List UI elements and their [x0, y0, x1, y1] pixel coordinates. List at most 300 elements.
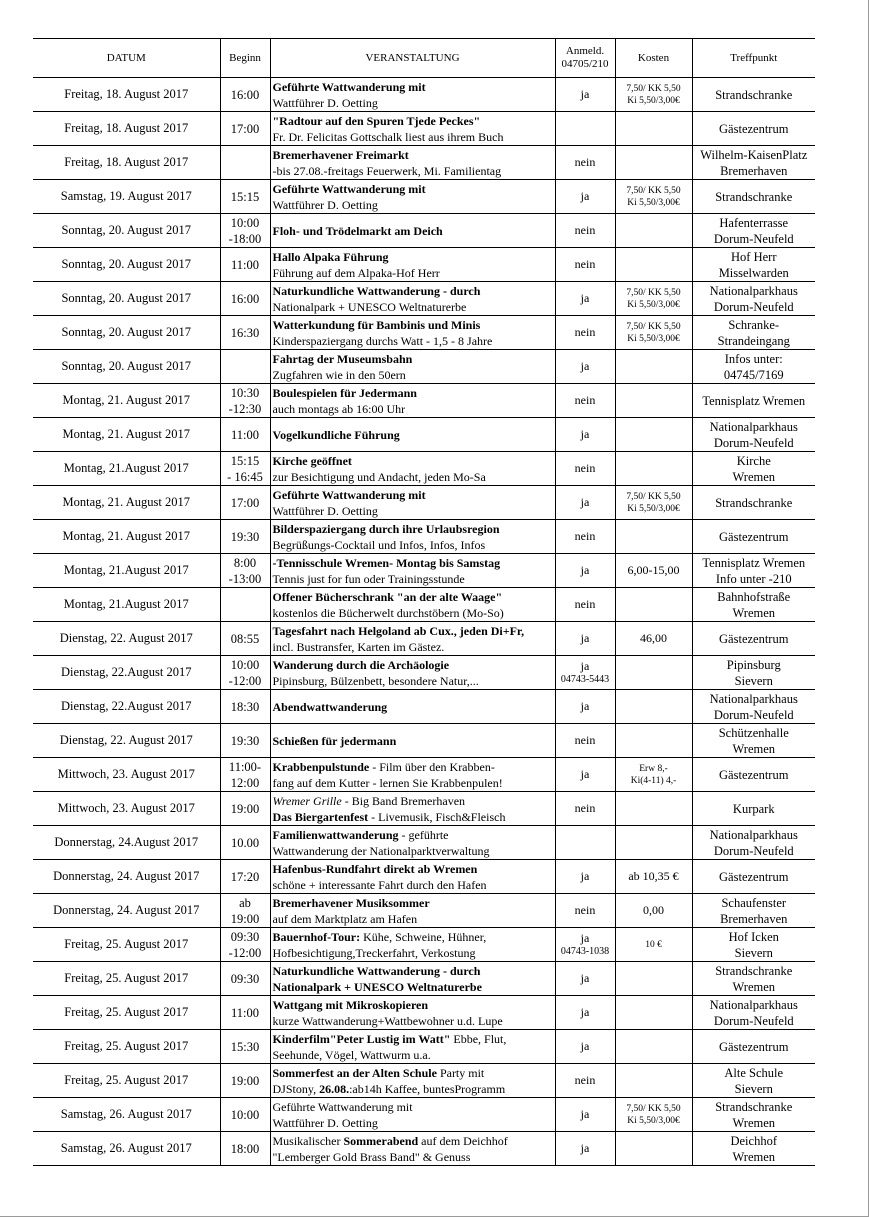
cell-veranstaltung [270, 962, 555, 996]
cell-treffpunkt [692, 180, 815, 214]
cell-treffpunkt [692, 928, 815, 962]
event-description-line [273, 333, 553, 349]
cell-anmeldung [555, 78, 615, 112]
event-title-line [273, 181, 553, 197]
cell-datum: Freitag, 18. August 2017 [33, 146, 220, 180]
cell-kosten [615, 962, 692, 996]
treffpunkt-line: Dorum-Neufeld [713, 707, 794, 722]
beginn-line: 12:00 [230, 775, 260, 790]
event-title: Watterkundung für Bambinis und Minis [272, 317, 481, 332]
cell-treffpunkt [692, 214, 815, 248]
cell-veranstaltung [270, 724, 555, 758]
cell-kosten [615, 826, 692, 860]
event-title: Geführte Wattwanderung mit [272, 487, 426, 502]
event-description-line [273, 265, 553, 281]
event-description-line [273, 809, 553, 825]
table-row [33, 316, 815, 350]
beginn-line: 10:00 [230, 1107, 260, 1122]
treffpunkt-line: Strandeingang [717, 333, 790, 348]
event-title-extra: Ebbe, Flut, [450, 1031, 507, 1046]
event-description: Wattführer D. Oetting [272, 1115, 378, 1130]
anmeldung-line: ja [580, 495, 590, 509]
event-title-line [273, 657, 553, 673]
treffpunkt-line: Kirche [736, 453, 771, 468]
beginn-line: -12:00 [228, 945, 262, 960]
cell-veranstaltung [270, 1030, 555, 1064]
cell-beginn [220, 1064, 270, 1098]
event-description: Tennis just for fun oder Trainingsstunde [272, 571, 465, 586]
header-kosten: Kosten [615, 39, 692, 78]
kosten-line: Ki 5,50/3,00€ [627, 503, 680, 514]
table-row [33, 962, 815, 996]
cell-treffpunkt [692, 622, 815, 656]
cell-datum: Samstag, 19. August 2017 [33, 180, 220, 214]
event-title-extra: Kühe, Schweine, Hühner, [360, 929, 487, 944]
treffpunkt-line: Nationalparkhaus [709, 419, 798, 434]
cell-veranstaltung [270, 588, 555, 622]
treffpunkt-line: Gästezentrum [719, 631, 789, 646]
treffpunkt-line: Sievern [734, 945, 773, 960]
cell-treffpunkt [692, 316, 815, 350]
anmeldung-line: ja [580, 631, 590, 645]
anmeldung-line: ja [580, 931, 590, 945]
cell-veranstaltung [270, 554, 555, 588]
header-datum: DATUM [33, 39, 220, 78]
event-description: Seehunde, Vögel, Wattwurm u.a. [272, 1047, 431, 1062]
event-description-line [273, 639, 553, 655]
cell-datum: Samstag, 26. August 2017 [33, 1098, 220, 1132]
cell-anmeldung [555, 112, 615, 146]
event-title-line [273, 427, 553, 443]
cell-veranstaltung [270, 418, 555, 452]
cell-veranstaltung [270, 1132, 555, 1166]
cell-datum: Dienstag, 22. August 2017 [33, 622, 220, 656]
cell-treffpunkt [692, 962, 815, 996]
cell-beginn [220, 588, 270, 622]
cell-anmeldung [555, 214, 615, 248]
cell-veranstaltung [270, 928, 555, 962]
treffpunkt-line: Wremen [732, 1115, 776, 1130]
cell-kosten [615, 146, 692, 180]
event-description: auch montags ab 16:00 Uhr [272, 401, 406, 416]
cell-kosten [615, 588, 692, 622]
events-table [33, 38, 815, 1166]
event-title: Naturkundliche Wattwanderung - durch [272, 283, 481, 298]
event-description: Wattführer D. Oetting [272, 503, 378, 518]
table-row [33, 248, 815, 282]
cell-treffpunkt [692, 384, 815, 418]
event-description-line [273, 129, 553, 145]
cell-veranstaltung [270, 520, 555, 554]
treffpunkt-line: Gästezentrum [719, 121, 789, 136]
event-title-extra: Party mit [436, 1065, 485, 1080]
cell-kosten [615, 486, 692, 520]
event-description-extra: :ab14h Kaffee, buntesProgramm [349, 1081, 506, 1096]
cell-datum: Freitag, 25. August 2017 [33, 1030, 220, 1064]
kosten-line: Ki 5,50/3,00€ [627, 197, 680, 208]
cell-datum: Mittwoch, 23. August 2017 [33, 792, 220, 826]
table-row [33, 826, 815, 860]
event-description: Führung auf dem Alpaka-Hof Herr [272, 265, 440, 280]
kosten-line: Ki 5,50/3,00€ [627, 1115, 680, 1126]
cell-treffpunkt [692, 1064, 815, 1098]
event-title-line [273, 963, 553, 979]
anmeldung-line: nein [574, 325, 596, 339]
beginn-line: 10:00 [230, 215, 260, 230]
cell-beginn [220, 316, 270, 350]
cell-veranstaltung [270, 690, 555, 724]
cell-veranstaltung [270, 452, 555, 486]
cell-kosten [615, 78, 692, 112]
event-title: Hallo Alpaka Führung [272, 249, 389, 264]
cell-anmeldung [555, 452, 615, 486]
table-row [33, 520, 815, 554]
table-row [33, 214, 815, 248]
event-description: DJStony, [272, 1081, 320, 1096]
beginn-line: 11:00 [230, 257, 259, 272]
cell-anmeldung [555, 928, 615, 962]
event-title: Hafenbus-Rundfahrt direkt ab Wremen [272, 861, 478, 876]
event-title-normal: Musikalischer [272, 1133, 344, 1148]
cell-kosten [615, 1098, 692, 1132]
event-description-line [273, 1081, 553, 1097]
event-title: Offener Bücherschrank "an der alte Waage" [272, 589, 503, 604]
event-title-extra: - Film über den Krabben- [369, 759, 495, 774]
event-title-line [273, 1133, 553, 1149]
kosten-line: 0,00 [643, 903, 664, 917]
beginn-line: -12:30 [228, 401, 262, 416]
treffpunkt-line: Strandschranke [715, 1099, 793, 1114]
cell-datum: Freitag, 25. August 2017 [33, 928, 220, 962]
cell-anmeldung [555, 588, 615, 622]
table-row [33, 384, 815, 418]
beginn-line: 17:00 [230, 495, 260, 510]
table-row [33, 622, 815, 656]
event-title: Bauernhof-Tour: [272, 929, 361, 944]
anmeldung-line: ja [580, 87, 590, 101]
header-treffpunkt: Treffpunkt [692, 39, 815, 78]
table-row [33, 1030, 815, 1064]
cell-datum: Freitag, 25. August 2017 [33, 996, 220, 1030]
cell-treffpunkt [692, 418, 815, 452]
cell-beginn [220, 792, 270, 826]
cell-veranstaltung [270, 384, 555, 418]
cell-beginn [220, 486, 270, 520]
treffpunkt-line: Bahnhofstraße [717, 589, 791, 604]
table-row [33, 78, 815, 112]
event-title-line [273, 283, 553, 299]
event-description: Hofbesichtigung,Treckerfahrt, Verkostung [272, 945, 476, 960]
cell-veranstaltung [270, 656, 555, 690]
cell-beginn [220, 418, 270, 452]
kosten-line: Ki 5,50/3,00€ [627, 333, 680, 344]
table-row [33, 758, 815, 792]
event-title-extra: - Big Band Bremerhaven [341, 793, 466, 808]
cell-beginn [220, 1098, 270, 1132]
cell-treffpunkt [692, 554, 815, 588]
cell-anmeldung [555, 656, 615, 690]
event-description: Pipinsburg, Bülzenbett, besondere Natur,... [272, 673, 479, 688]
table-row [33, 180, 815, 214]
event-title-line [273, 351, 553, 367]
event-title: Bremerhavener Musiksommer [272, 895, 430, 910]
cell-beginn [220, 758, 270, 792]
cell-datum: Montag, 21.August 2017 [33, 554, 220, 588]
kosten-line: 7,50/ KK 5,50 [626, 185, 681, 196]
beginn-line: 18:00 [230, 1141, 260, 1156]
anmeldung-line: ja [580, 563, 590, 577]
cell-beginn [220, 112, 270, 146]
cell-anmeldung [555, 1098, 615, 1132]
beginn-line: 17:00 [230, 121, 260, 136]
cell-kosten [615, 554, 692, 588]
cell-veranstaltung [270, 282, 555, 316]
event-title: Sommerabend [343, 1133, 419, 1148]
event-description: -bis 27.08.-freitags Feuerwerk, Mi. Familientag [272, 163, 502, 178]
table-row [33, 282, 815, 316]
event-description-line [273, 1013, 553, 1029]
event-title: Fahrtag der Museumsbahn [272, 351, 413, 366]
header-beginn: Beginn [220, 39, 270, 78]
kosten-line: 6,00-15,00 [627, 563, 680, 577]
anmeldung-line: 04743-5443 [560, 674, 610, 685]
event-description: Begrüßungs-Cocktail und Infos, Infos, Infos [272, 537, 486, 552]
event-title: Wattgang mit Mikroskopieren [272, 997, 429, 1012]
treffpunkt-line: Nationalparkhaus [709, 283, 798, 298]
cell-veranstaltung [270, 1098, 555, 1132]
cell-veranstaltung [270, 894, 555, 928]
cell-anmeldung [555, 180, 615, 214]
event-title-line [273, 895, 553, 911]
beginn-line: 10:30 [230, 385, 260, 400]
cell-anmeldung [555, 826, 615, 860]
event-description: Kinderspaziergang durchs Watt - 1,5 - 8 Jahre [272, 333, 493, 348]
treffpunkt-line: Dorum-Neufeld [713, 435, 794, 450]
cell-kosten [615, 758, 692, 792]
anmeldung-line: nein [574, 461, 596, 475]
event-description-line [273, 673, 553, 689]
table-row [33, 452, 815, 486]
cell-treffpunkt [692, 1132, 815, 1166]
beginn-line: 19:30 [230, 733, 260, 748]
cell-anmeldung [555, 486, 615, 520]
cell-treffpunkt [692, 520, 815, 554]
event-title: "Radtour auf den Spuren Tjede Peckes" [272, 113, 481, 128]
cell-beginn [220, 452, 270, 486]
event-title: Abendwattwanderung [272, 699, 388, 714]
cell-beginn [220, 622, 270, 656]
treffpunkt-line: Wremen [732, 469, 776, 484]
cell-anmeldung [555, 1064, 615, 1098]
kosten-line: 7,50/ KK 5,50 [626, 321, 681, 332]
cell-treffpunkt [692, 486, 815, 520]
cell-anmeldung [555, 860, 615, 894]
beginn-line: 11:00 [230, 427, 259, 442]
cell-kosten [615, 1030, 692, 1064]
event-title: Krabbenpulstunde [272, 759, 370, 774]
treffpunkt-line: Wremen [732, 979, 776, 994]
treffpunkt-line: Hafenterrasse [719, 215, 789, 230]
treffpunkt-line: Dorum-Neufeld [713, 299, 794, 314]
event-description-line [273, 877, 553, 893]
treffpunkt-line: Gästezentrum [719, 767, 789, 782]
treffpunkt-line: Nationalparkhaus [709, 997, 798, 1012]
beginn-line: 08:55 [230, 631, 260, 646]
beginn-line: 19:00 [230, 1073, 260, 1088]
cell-treffpunkt [692, 826, 815, 860]
cell-treffpunkt [692, 146, 815, 180]
cell-anmeldung [555, 690, 615, 724]
treffpunkt-line: Gästezentrum [719, 1039, 789, 1054]
table-row [33, 486, 815, 520]
anmeldung-line: nein [574, 597, 596, 611]
cell-anmeldung [555, 622, 615, 656]
beginn-line: 18:30 [230, 699, 260, 714]
anmeldung-line: ja [580, 699, 590, 713]
cell-kosten [615, 996, 692, 1030]
cell-kosten [615, 520, 692, 554]
cell-treffpunkt [692, 860, 815, 894]
cell-kosten [615, 690, 692, 724]
cell-treffpunkt [692, 1098, 815, 1132]
event-description-line [273, 571, 553, 587]
treffpunkt-line: Misselwarden [718, 265, 789, 280]
event-title: Schießen für jedermann [272, 733, 397, 748]
treffpunkt-line: Strandschranke [715, 963, 793, 978]
cell-veranstaltung [270, 78, 555, 112]
anmeldung-line: ja [580, 1039, 590, 1053]
anmeldung-line: nein [574, 733, 596, 747]
table-row [33, 1132, 815, 1166]
beginn-line: 09:30 [230, 971, 260, 986]
event-title-line [273, 623, 553, 639]
event-description-line [273, 401, 553, 417]
event-description-line [273, 775, 553, 791]
cell-beginn [220, 928, 270, 962]
cell-treffpunkt [692, 112, 815, 146]
anmeldung-line: 04743-1038 [560, 946, 610, 957]
event-title-italic: Wremer Grille [272, 793, 342, 808]
cell-datum: Freitag, 25. August 2017 [33, 962, 220, 996]
event-title-line [273, 997, 553, 1013]
treffpunkt-line: Gästezentrum [719, 869, 789, 884]
cell-anmeldung [555, 996, 615, 1030]
beginn-line: 19:30 [230, 529, 260, 544]
cell-kosten [615, 112, 692, 146]
event-title-line [273, 555, 553, 571]
kosten-line: Ki 5,50/3,00€ [627, 299, 680, 310]
cell-treffpunkt [692, 894, 815, 928]
cell-kosten [615, 384, 692, 418]
event-title: Geführte Wattwanderung mit [272, 79, 426, 94]
cell-datum: Montag, 21. August 2017 [33, 384, 220, 418]
cell-veranstaltung [270, 996, 555, 1030]
event-description: auf dem Marktplatz am Hafen [272, 911, 418, 926]
beginn-line: -13:00 [228, 571, 262, 586]
treffpunkt-line: Hof Herr [731, 249, 777, 264]
beginn-line: -12:00 [228, 673, 262, 688]
header-anmeldung-line-2: 04705/210 [561, 58, 609, 70]
event-title: Boulespielen für Jedermann [272, 385, 417, 400]
event-description-line [273, 95, 553, 111]
event-description-line [273, 1047, 553, 1063]
treffpunkt-line: Dorum-Neufeld [713, 1013, 794, 1028]
anmeldung-line: ja [580, 291, 590, 305]
cell-treffpunkt [692, 350, 815, 384]
table-row [33, 996, 815, 1030]
event-title: -Tennisschule Wremen- Montag bis Samstag [272, 555, 501, 570]
anmeldung-line: nein [574, 155, 596, 169]
beginn-line: ab [239, 895, 251, 910]
kosten-line: 7,50/ KK 5,50 [626, 491, 681, 502]
header-anmeldung [555, 39, 615, 78]
cell-veranstaltung [270, 214, 555, 248]
cell-datum: Montag, 21. August 2017 [33, 486, 220, 520]
cell-datum: Sonntag, 20. August 2017 [33, 316, 220, 350]
anmeldung-line: ja [580, 767, 590, 781]
cell-anmeldung [555, 316, 615, 350]
cell-datum: Dienstag, 22.August 2017 [33, 690, 220, 724]
anmeldung-line: ja [580, 659, 590, 673]
cell-treffpunkt [692, 282, 815, 316]
event-description: "Lemberger Gold Brass Band" & Genuss [272, 1149, 471, 1164]
beginn-line: 15:15 [230, 189, 260, 204]
event-title: Kinderfilm"Peter Lustig im Watt" [272, 1031, 451, 1046]
beginn-line: 16:00 [230, 291, 260, 306]
cell-beginn [220, 656, 270, 690]
header-veranstaltung: VERANSTALTUNG [270, 39, 555, 78]
event-title-line [273, 223, 553, 239]
cell-kosten [615, 1132, 692, 1166]
beginn-line: - 16:45 [227, 469, 263, 484]
cell-kosten [615, 894, 692, 928]
event-title: Geführte Wattwanderung mit [272, 181, 426, 196]
event-description-line [273, 537, 553, 553]
anmeldung-line: nein [574, 393, 596, 407]
anmeldung-line: ja [580, 359, 590, 373]
treffpunkt-line: Deichhof [730, 1133, 777, 1148]
beginn-line: 19:00 [230, 911, 260, 926]
cell-veranstaltung [270, 792, 555, 826]
cell-veranstaltung [270, 350, 555, 384]
cell-anmeldung [555, 1132, 615, 1166]
cell-anmeldung [555, 384, 615, 418]
cell-anmeldung [555, 248, 615, 282]
event-title: Tagesfahrt nach Helgoland ab Cux., jeden Di+Fr, [272, 623, 525, 638]
cell-anmeldung [555, 146, 615, 180]
kosten-line: Ki 5,50/3,00€ [627, 95, 680, 106]
event-title-line [273, 929, 553, 945]
cell-beginn [220, 350, 270, 384]
cell-veranstaltung [270, 486, 555, 520]
anmeldung-line: ja [580, 1005, 590, 1019]
kosten-line: 7,50/ KK 5,50 [626, 83, 681, 94]
cell-datum: Dienstag, 22.August 2017 [33, 656, 220, 690]
event-title-line [273, 317, 553, 333]
beginn-line: 09:30 [230, 929, 260, 944]
cell-datum: Donnerstag, 24. August 2017 [33, 860, 220, 894]
event-title: Naturkundliche Wattwanderung - durch [272, 963, 481, 978]
cell-datum: Mittwoch, 23. August 2017 [33, 758, 220, 792]
event-description-line [273, 197, 553, 213]
beginn-line: 15:15 [230, 453, 260, 468]
treffpunkt-line: Schranke- [728, 317, 780, 332]
cell-beginn [220, 690, 270, 724]
table-row [33, 928, 815, 962]
cell-kosten [615, 928, 692, 962]
cell-treffpunkt [692, 996, 815, 1030]
event-title-line [273, 1065, 553, 1081]
